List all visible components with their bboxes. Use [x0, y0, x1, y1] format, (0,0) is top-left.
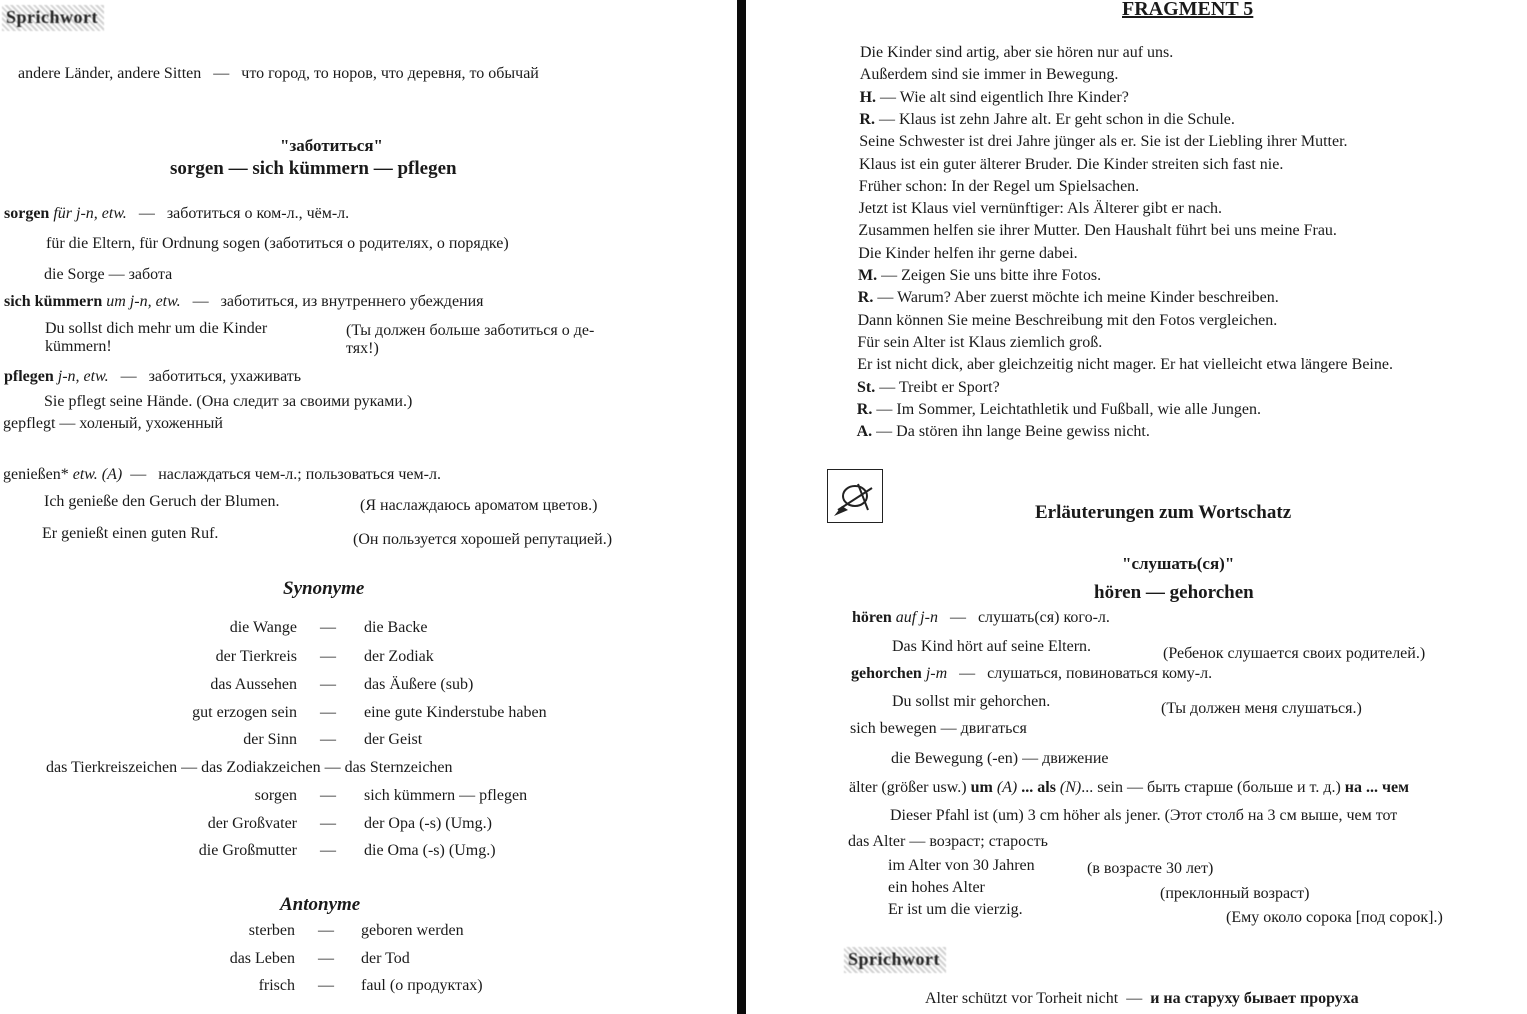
dash: —: [320, 704, 336, 721]
dialogue-line: [858, 267, 1101, 285]
dialogue-text: — Warum? Aber zuerst möchte ich meine Kinder beschreiben.: [877, 289, 1279, 306]
proverb-ru: что город, то норов, что деревня, то обычай: [241, 65, 539, 82]
dash: —: [318, 977, 334, 994]
synonym-right: die Oma (-s) (Umg.): [364, 842, 496, 859]
proverb-ru: и на старуху бывает проруха: [1150, 990, 1359, 1007]
speaker: R.: [857, 289, 878, 306]
dialogue-text: Jetzt ist Klaus viel vernünftiger: Als Älterer gibt er nach.: [858, 200, 1223, 217]
example-ru: (Ты должен больше заботиться о де- тях!): [346, 322, 595, 357]
dialogue-text: Zusammen helfen sie ihrer Mutter. Den Haushalt führt bei uns meine Frau.: [858, 222, 1337, 239]
example-line: die Sorge — забота: [44, 266, 173, 283]
entry-geniessen: genießen* etw. (A) — наслаждаться чем-л.; пользоваться чем-л.: [3, 466, 441, 483]
dialogue-line: [860, 89, 1129, 107]
left-page: [0, 0, 740, 1014]
right-page: [750, 0, 1527, 1014]
example-ru: (Ему около сорока [под сорок].): [1226, 909, 1443, 926]
synonym-left: die Großmutter: [198, 842, 297, 859]
dash: —: [320, 815, 336, 832]
speaker: St.: [857, 379, 880, 396]
example-de: Ich genieße den Geruch der Blumen.: [44, 493, 280, 510]
synonym-left: gut erzogen sein: [192, 704, 297, 721]
example-ru: (в возрасте 30 лет): [1087, 860, 1214, 877]
speaker: A.: [856, 423, 877, 440]
example-de: Er ist um die vierzig.: [888, 901, 1023, 918]
speaker: H.: [859, 89, 881, 106]
proverb-de: Alter schützt vor Torheit nicht: [925, 990, 1119, 1007]
dash: —: [320, 842, 336, 859]
entry-gehorchen: gehorchen j-m — слушаться, повиноваться кому-л.: [851, 665, 1213, 682]
example-de: Du sollst mir gehorchen.: [892, 693, 1051, 710]
entry-sich-bewegen: sich bewegen — двигаться: [850, 720, 1027, 737]
topic-ru: "слушать(ся)": [1122, 554, 1235, 573]
dialogue-text: — Treibt er Sport?: [879, 379, 1000, 396]
dash: —: [320, 648, 336, 665]
dialogue-text: — Im Sommer, Leichtathletik und Fußball, wie alle Jungen.: [876, 401, 1261, 418]
dash: —: [320, 619, 336, 636]
book-spine: [737, 0, 746, 1014]
example-ru: (преклонный возраст): [1160, 885, 1310, 902]
dialogue-line: [859, 156, 1283, 174]
dialogue-text: — Klaus ist zehn Jahre alt. Er geht schon in die Schule.: [878, 111, 1235, 128]
dialogue-line: [858, 289, 1279, 307]
dialogue-text: Außerdem sind sie immer in Bewegung.: [859, 66, 1119, 83]
speaker: M.: [858, 267, 882, 284]
example-ru: (Ребенок слушается своих родителей.): [1163, 645, 1426, 662]
example-de: Du sollst dich mehr um die Kinder kümmern!: [45, 320, 268, 355]
synonym-left: die Wange: [229, 619, 297, 636]
dash: —: [320, 731, 336, 748]
synonym-left: der Großvater: [207, 815, 297, 832]
synonym-right: die Backe: [364, 619, 428, 636]
antonym-right: faul (о продуктах): [361, 977, 483, 994]
example-de: ein hohes Alter: [888, 879, 985, 896]
synonym-chain: das Tierkreiszeichen — das Zodiakzeichen — das Sternzeichen: [46, 759, 453, 776]
dialogue-line: [857, 334, 1102, 352]
proverb-line: andere Länder, andere Sitten — что город, то норов, что деревня, то обычай: [18, 65, 539, 82]
book-icon: [827, 469, 883, 523]
entry-sich-kuemmern: sich kümmern um j-n, etw. — заботиться, из внутреннего убеждения: [4, 293, 484, 310]
entry-hoeren: hören auf j-n — слушать(ся) кого-л.: [852, 609, 1110, 626]
synonyme-title: Synonyme: [283, 578, 365, 599]
topic-de: hören — gehorchen: [1094, 582, 1254, 603]
synonym-right: der Zodiak: [364, 648, 434, 665]
antonym-left: das Leben: [229, 950, 295, 967]
synonym-right: der Geist: [364, 731, 423, 748]
dialogue-text: Die Kinder helfen ihr gerne dabei.: [858, 245, 1078, 262]
proverb-line: Alter schützt vor Torheit nicht — и на старуху бывает проруха: [925, 990, 1359, 1007]
dialogue-line: [859, 111, 1234, 129]
dialogue-text: — Zeigen Sie uns bitte ihre Fotos.: [881, 267, 1102, 284]
dialogue-line: [859, 178, 1139, 196]
dash: —: [320, 676, 336, 693]
dialogue-line: [858, 312, 1278, 330]
example-de: im Alter von 30 Jahren: [888, 857, 1035, 874]
sprichwort-header: Sprichwort: [848, 949, 940, 969]
synonym-right: der Opa (-s) (Umg.): [364, 815, 492, 832]
dialogue-text: Früher schon: In der Regel um Spielsachen.: [858, 178, 1140, 195]
synonym-left: der Sinn: [243, 731, 297, 748]
dialogue-text: Seine Schwester ist drei Jahre jünger als er. Sie ist der Liebling ihrer Mutter.: [859, 133, 1348, 150]
example-line: Sie pflegt seine Hände. (Она следит за своими руками.): [44, 393, 413, 410]
dialogue-line: [857, 379, 1000, 397]
synonym-right: das Äußere (sub): [364, 676, 474, 693]
sprichwort-header: Sprichwort: [6, 7, 98, 27]
synonym-right: eine gute Kinderstube haben: [364, 704, 547, 721]
dialogue-line: [858, 245, 1077, 263]
dialogue-text: Er ist nicht dick, aber gleichzeitig nicht mager. Er hat vielleicht etwa längere Beine.: [857, 356, 1393, 373]
example-line: gepflegt — холеный, ухоженный: [3, 415, 223, 432]
dialogue-line: [859, 133, 1347, 151]
entry-pflegen: pflegen j-n, etw. — заботиться, ухаживать: [4, 368, 302, 385]
dialogue-line: [857, 356, 1393, 374]
dialogue-line: [857, 401, 1261, 419]
example-line: für die Eltern, für Ordnung sogen (заботиться о родителях, о порядке): [46, 235, 509, 252]
fragment-title: FRAGMENT 5: [1122, 0, 1254, 20]
dialogue-text: — Wie alt sind eigentlich Ihre Kinder?: [880, 89, 1129, 106]
dash: —: [318, 922, 334, 939]
antonym-right: geboren werden: [361, 922, 464, 939]
antonym-right: der Tod: [361, 950, 410, 967]
dialogue-text: Dann können Sie meine Beschreibung mit den Fotos vergleichen.: [857, 312, 1278, 329]
entry-sorgen: sorgen für j-n, etw. — заботиться о ком-л., чём-л.: [4, 205, 350, 222]
entry-alter: das Alter — возраст; старость: [848, 833, 1048, 850]
dialogue-line: [859, 200, 1222, 218]
dialogue-line: [858, 222, 1337, 240]
antonyme-title: Antonyme: [280, 894, 361, 915]
example-line: Dieser Pfahl ist (um) 3 cm höher als jener. (Этот столб на 3 см выше, чем тот: [890, 807, 1398, 824]
synonym-left: sorgen: [254, 787, 297, 804]
entry-aelter: älter (größer usw.) um (A) ... als (N)... sein — быть старше (больше и т. д.) на ... чем: [849, 779, 1410, 796]
dialogue-text: Die Kinder sind artig, aber sie hören nur auf uns.: [860, 44, 1174, 61]
topic-ru: "заботиться": [280, 136, 383, 155]
antonym-left: sterben: [248, 922, 295, 939]
speaker: R.: [856, 401, 877, 418]
dialogue-line: [860, 66, 1119, 84]
example-de: Er genießt einen guten Ruf.: [42, 525, 219, 542]
example-de: Das Kind hört auf seine Eltern.: [892, 638, 1092, 655]
antonym-left: frisch: [258, 977, 295, 994]
example-ru: (Он пользуется хорошей репутацией.): [353, 531, 613, 548]
topic-de: sorgen — sich kümmern — pflegen: [170, 158, 457, 179]
dash: —: [318, 950, 334, 967]
synonym-left: das Aussehen: [210, 676, 297, 693]
synonym-right: sich kümmern — pflegen: [364, 787, 528, 804]
section-title: Erläuterungen zum Wortschatz: [1035, 502, 1292, 523]
example-ru: (Ты должен меня слушаться.): [1161, 700, 1362, 717]
dialogue-text: Für sein Alter ist Klaus ziemlich groß.: [857, 334, 1103, 351]
example-ru: (Я наслаждаюсь ароматом цветов.): [360, 497, 598, 514]
dash: —: [320, 787, 336, 804]
synonym-left: der Tierkreis: [215, 648, 297, 665]
dialogue-text: — Da stören ihn lange Beine gewiss nicht.: [876, 423, 1150, 440]
dialogue-line: [857, 423, 1150, 441]
dialogue-line: [860, 44, 1173, 62]
speaker: R.: [859, 111, 879, 128]
example-line: die Bewegung (-en) — движение: [891, 750, 1109, 767]
dialogue-text: Klaus ist ein guter älterer Bruder. Die Kinder streiten sich fast nie.: [859, 156, 1284, 173]
proverb-de: andere Länder, andere Sitten: [18, 65, 202, 82]
